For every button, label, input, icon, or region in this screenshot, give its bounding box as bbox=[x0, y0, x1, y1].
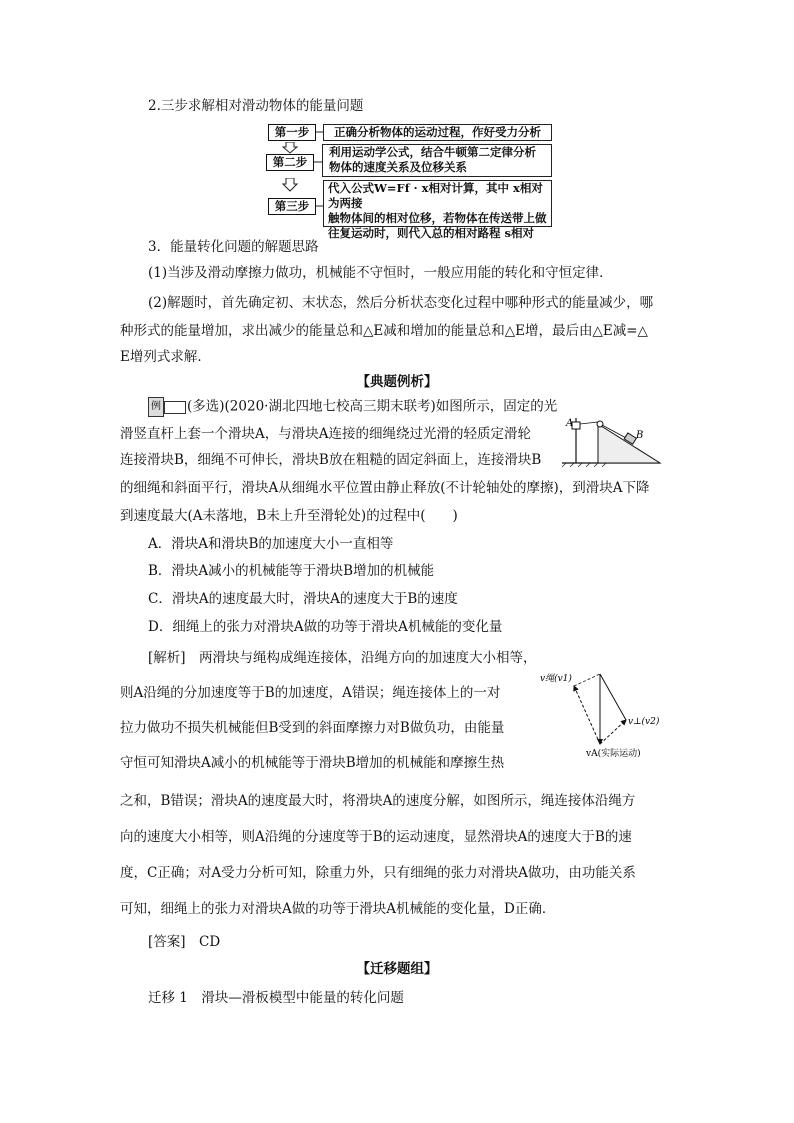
fig-label-v-perp: v⊥(v2) bbox=[628, 717, 660, 727]
step-3-text: 代入公式W=Ff · x相对计算，其中 x相对为两接 触物体间的相对位移，若物体在传送带上做 往复运动时，则代入总的相对路程 s相对 bbox=[323, 180, 552, 227]
section-3-p1: (1)当涉及滑动摩擦力做功，机械能不守恒时，一般应用能的转化和守恒定律． bbox=[148, 265, 613, 281]
option-b: B．滑块A减小的机械能等于滑块B增加的机械能 bbox=[148, 563, 435, 579]
example-line-1: 例 (多选)(2020·湖北四地七校高三期末联考)如图所示，固定的光 bbox=[148, 397, 557, 417]
arrow-down-icon bbox=[282, 178, 298, 192]
section-3-p2-line3: E增列式求解． bbox=[120, 349, 211, 365]
example-line-2: 滑竖直杆上套一个滑块A，与滑块A连接的细绳绕过光滑的轻质定滑轮 bbox=[120, 426, 531, 442]
transfer-header: 【迁移题组】 bbox=[356, 961, 438, 977]
analysis-line-8: 可知，细绳上的张力对滑块A做的功等于滑块A机械能的变化量，D正确． bbox=[120, 901, 556, 917]
analysis-line-5: 之和，B错误；滑块A的速度最大时，将滑块A的速度分解，如图所示，绳连接体沿绳方 bbox=[120, 793, 636, 809]
option-c: C．滑块A的速度最大时，滑块A的速度大于B的速度 bbox=[148, 591, 458, 607]
fig-label-v-actual: vA(实际运动) bbox=[586, 749, 641, 759]
fig-label-v-rope: v绳(v1) bbox=[540, 674, 572, 684]
step-2-text: 利用运动学公式，结合牛顿第二定律分析 物体的速度关系及位移关系 bbox=[322, 144, 552, 177]
fig-label-a: A bbox=[566, 418, 574, 429]
step-1-label: 第一步 bbox=[268, 124, 316, 141]
step-2-label: 第二步 bbox=[266, 154, 314, 171]
fig-label-b: B bbox=[636, 430, 644, 441]
example-line-5: 到速度最大(A未落地，B未上升至滑轮处)的过程中( ) bbox=[120, 508, 458, 524]
example-tag: 例 bbox=[148, 397, 164, 417]
transfer-1-title: 迁移 1 滑块—滑板模型中能量的转化问题 bbox=[148, 990, 404, 1006]
example-header: 【典题例析】 bbox=[356, 374, 438, 390]
section-3-title: 3．能量转化问题的解题思路 bbox=[148, 239, 319, 255]
step-3-label: 第三步 bbox=[268, 198, 316, 215]
analysis-line-6: 向的速度大小相等，则A沿绳的分速度等于B的运动速度，显然滑块A的速度大于B的速 bbox=[120, 829, 632, 845]
section-3-p2-line2: 种形式的能量增加，求出减少的能量总和△E减和增加的能量总和△E增，最后由△E减=△ bbox=[120, 323, 648, 339]
step-1-text: 正确分析物体的运动过程，作好受力分析 bbox=[323, 124, 552, 141]
section-3-p2-line1: (2)解题时，首先确定初、末状态，然后分析状态变化过程中哪种形式的能量减少，哪 bbox=[148, 295, 654, 311]
analysis-line-2: 则A沿绳的分加速度等于B的加速度，A错误；绳连接体上的一对 bbox=[120, 685, 501, 701]
analysis-line-1: [解析] 两滑块与绳构成绳连接体，沿绳方向的加速度大小相等， bbox=[148, 650, 537, 666]
analysis-line-4: 守恒可知滑块A减小的机械能等于滑块B增加的机械能和摩擦生热 bbox=[120, 755, 505, 771]
option-a: A．滑块A和滑块B的加速度大小一直相等 bbox=[148, 536, 394, 552]
pulley-slope-figure bbox=[562, 412, 662, 468]
example-tag-box bbox=[164, 401, 186, 414]
arrow-down-icon bbox=[282, 142, 298, 154]
analysis-line-7: 度，C正确；对A受力分析可知，除重力外，只有细绳的张力对滑块A做功，由功能关系 bbox=[120, 865, 636, 881]
option-d: D．细绳上的张力对滑块A做的功等于滑块A机械能的变化量 bbox=[148, 619, 503, 635]
example-line-3: 连接滑块B，细绳不可伸长，滑块B放在粗糙的固定斜面上，连接滑块B bbox=[120, 452, 542, 468]
section-2-title: 2.三步求解相对滑动物体的能量问题 bbox=[148, 98, 364, 114]
answer: [答案] CD bbox=[148, 934, 221, 950]
velocity-decomposition-figure bbox=[540, 664, 680, 760]
example-line-4: 的细绳和斜面平行，滑块A从细绳水平位置由静止释放(不计轮轴处的摩擦)，到滑块A下降 bbox=[120, 480, 650, 496]
analysis-line-3: 拉力做功不损失机械能但B受到的斜面摩擦力对B做负功，由能量 bbox=[120, 720, 505, 736]
